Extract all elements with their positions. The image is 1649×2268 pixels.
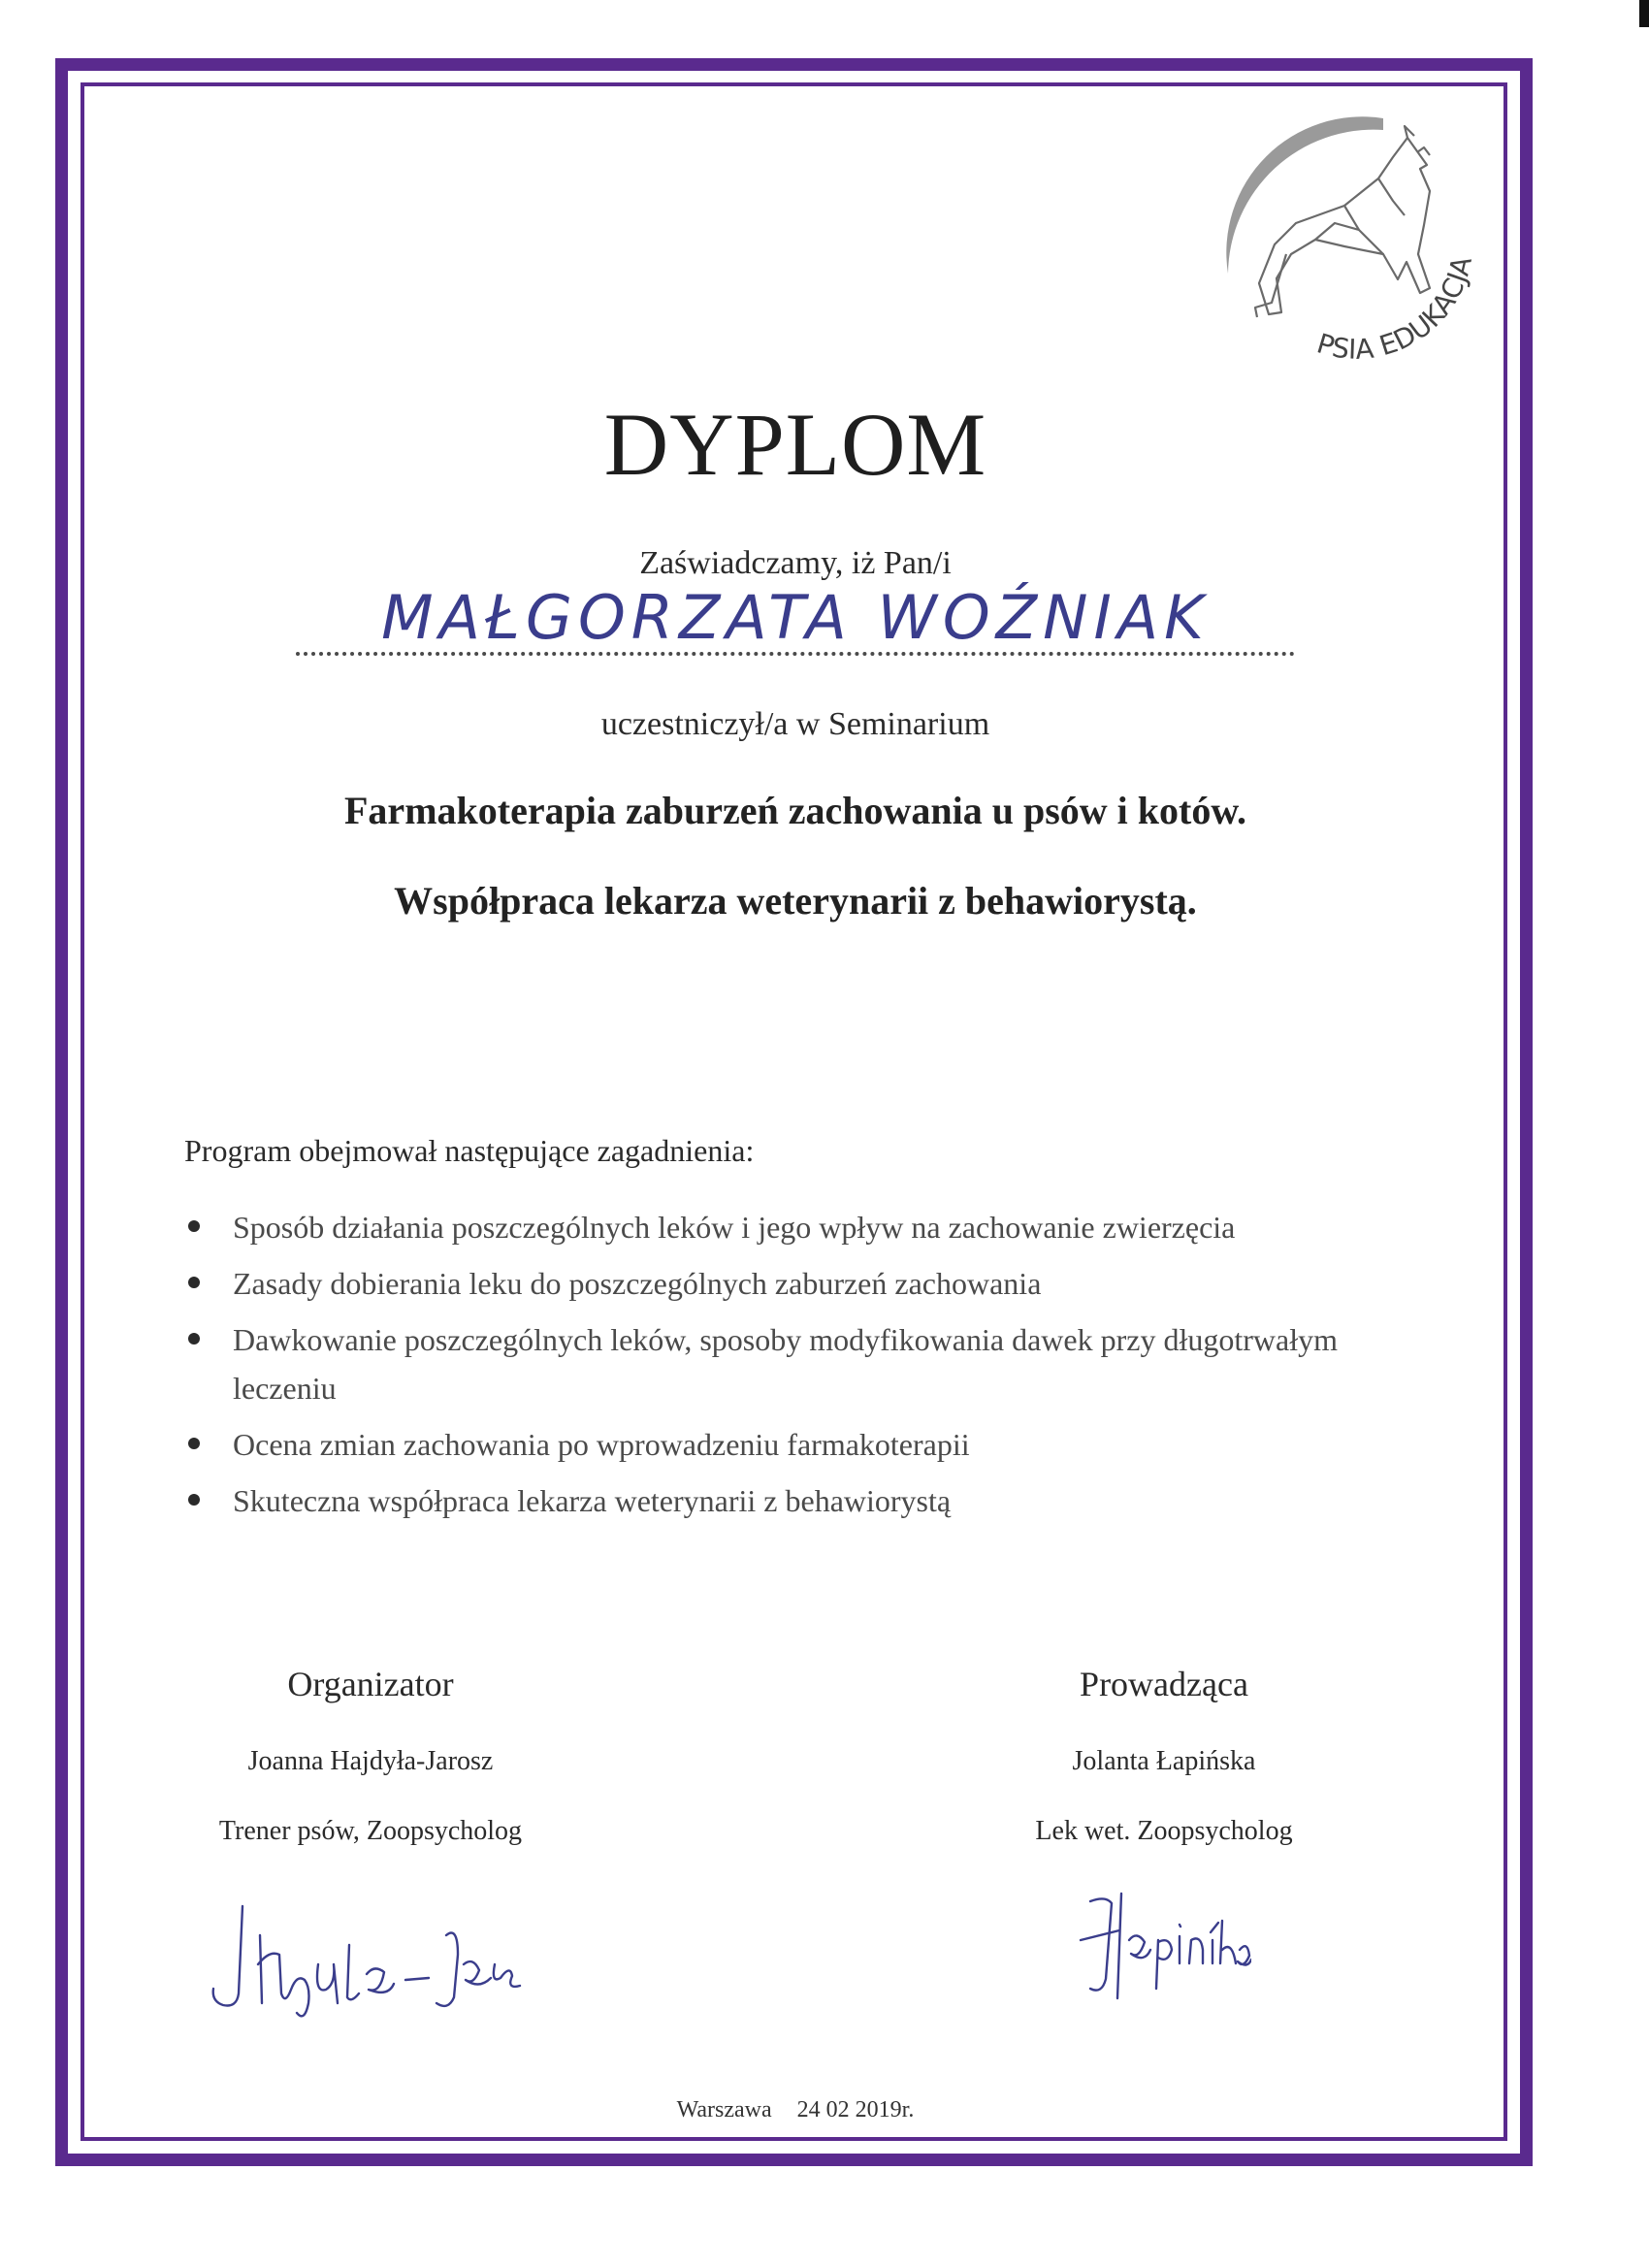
list-item (184, 1420, 1426, 1469)
topic-text: Dawkowanie poszczególnych leków, sposoby modyfikowania dawek przy długotrwałym leczeniu (233, 1322, 1338, 1406)
scan-edge-mark (1639, 0, 1649, 27)
organizer-signature (204, 1896, 534, 2032)
program-topics-list (184, 1203, 1426, 1533)
program-heading: Program obejmował następujące zagadnienia: (184, 1133, 755, 1168)
instructor-role: Prowadząca (1080, 1665, 1248, 1703)
date: 24 02 2019r. (796, 2097, 915, 2122)
topic-text: Zasady dobierania leku do poszczególnych zaburzeń zachowania (233, 1266, 1042, 1301)
organizer-role: Organizator (287, 1665, 454, 1703)
diploma-title: DYPLOM (603, 395, 987, 494)
bullet-icon (188, 1220, 200, 1232)
instructor-name: Jolanta Łapińska (1072, 1746, 1256, 1776)
bullet-icon (188, 1438, 200, 1449)
organizer-title: Trener psów, Zoopsycholog (218, 1816, 523, 1846)
seminar-title-line1: Farmakoterapia zaburzeń zachowania u psów i kotów. (344, 789, 1246, 832)
list-item (184, 1476, 1426, 1525)
seminar-title-line2: Współpraca lekarza weterynarii z behawiorystą. (394, 879, 1197, 923)
svg-text:PSIA EDUKACJA: PSIA EDUKACJA (1312, 253, 1478, 366)
topic-text: Ocena zmian zachowania po wprowadzeniu farmakoterapii (233, 1427, 970, 1462)
place-date-footer (0, 2097, 1591, 2123)
bullet-icon (188, 1494, 200, 1506)
certification-intro: Zaświadczamy, iż Pan/i (639, 545, 952, 581)
list-item (184, 1315, 1426, 1412)
topic-text: Sposób działania poszczególnych leków i jego wpływ na zachowanie zwierzęcia (233, 1210, 1236, 1245)
recipient-name: MAŁGORZATA WOŹNIAK (381, 582, 1210, 653)
howling-wolf-icon (1199, 109, 1490, 400)
bullet-icon (188, 1333, 200, 1345)
bullet-icon (188, 1277, 200, 1288)
instructor-signature (1077, 1882, 1251, 2008)
recipient-name-line (296, 582, 1295, 669)
list-item (184, 1203, 1426, 1251)
instructor-title: Lek wet. Zoopsycholog (1035, 1816, 1293, 1846)
psia-edukacja-logo (1199, 109, 1490, 400)
participation-text: uczestniczył/a w Seminarium (600, 706, 990, 742)
topic-text: Skuteczna współpraca lekarza weterynarii z behawiorystą (233, 1483, 952, 1518)
list-item (184, 1259, 1426, 1308)
place: Warszawa (676, 2097, 772, 2122)
organizer-name: Joanna Hajdyła-Jarosz (247, 1746, 494, 1776)
